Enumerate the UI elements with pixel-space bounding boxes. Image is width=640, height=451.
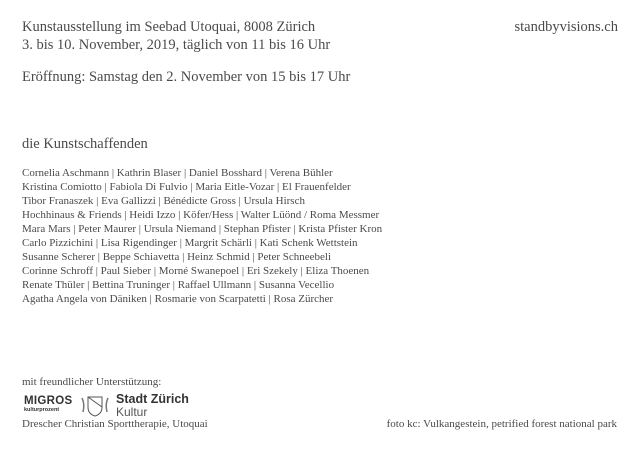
migros-logo — [24, 395, 72, 414]
artist-line: Kristina Comiotto | Fabiola Di Fulvio | Maria Eitle-Vozar | El Frauenfelder — [22, 181, 351, 193]
artist-line: Carlo Pizzichini | Lisa Rigendinger | Margrit Schärli | Kati Schenk Wettstein — [22, 237, 358, 249]
website-link[interactable]: standbyvisions.ch — [514, 19, 618, 35]
artist-line: Agatha Angela von Däniken | Rosmarie von Scarpatetti | Rosa Zürcher — [22, 293, 334, 305]
exhibition-dates: 3. bis 10. November, 2019, täglich von 11 bis 16 Uhr — [22, 37, 331, 53]
artist-line: Cornelia Aschmann | Kathrin Blaser | Daniel Bosshard | Verena Bühler — [22, 167, 333, 179]
exhibition-title: Kunstausstellung im Seebad Utoquai, 8008 Zürich — [22, 19, 316, 35]
support-label: mit freundlicher Unterstützung: — [22, 376, 162, 388]
artists-heading: die Kunstschaffenden — [22, 136, 148, 152]
stadt-zuerich-logo — [80, 393, 189, 419]
artist-line: Renate Thüler | Bettina Truninger | Raffael Ullmann | Susanna Vecellio — [22, 279, 335, 291]
artist-list — [22, 166, 382, 306]
stadt-zuerich-title: Stadt Zürich — [116, 392, 189, 406]
migros-logo-text: MIGROS — [24, 395, 73, 407]
stadt-zuerich-subtitle: Kultur — [116, 405, 148, 419]
migros-logo-subtext: kulturprozent — [24, 407, 60, 413]
artist-line: Susanne Scherer | Beppe Schiavetta | Heinz Schmid | Peter Schneebeli — [22, 251, 332, 263]
artist-line: Hochhinaus & Friends | Heidi Izzo | Köfer/Hess | Walter Lüönd / Roma Messmer — [22, 209, 380, 221]
photo-credit: foto kc: Vulkangestein, petrified forest national park — [386, 418, 617, 430]
artist-line: Tibor Franaszek | Eva Gallizzi | Bénédicte Gross | Ursula Hirsch — [22, 195, 305, 207]
artist-line: Corinne Schroff | Paul Sieber | Morné Swanepoel | Eri Szekely | Eliza Thoenen — [22, 265, 370, 277]
artist-line: Mara Mars | Peter Maurer | Ursula Niemand | Stephan Pfister | Krista Pfister Kron — [22, 223, 383, 235]
opening-info: Eröffnung: Samstag den 2. November von 15 bis 17 Uhr — [22, 69, 351, 85]
zurich-coat-of-arms-icon — [80, 394, 110, 418]
sponsor-text: Drescher Christian Sporttherapie, Utoquai — [22, 418, 208, 430]
